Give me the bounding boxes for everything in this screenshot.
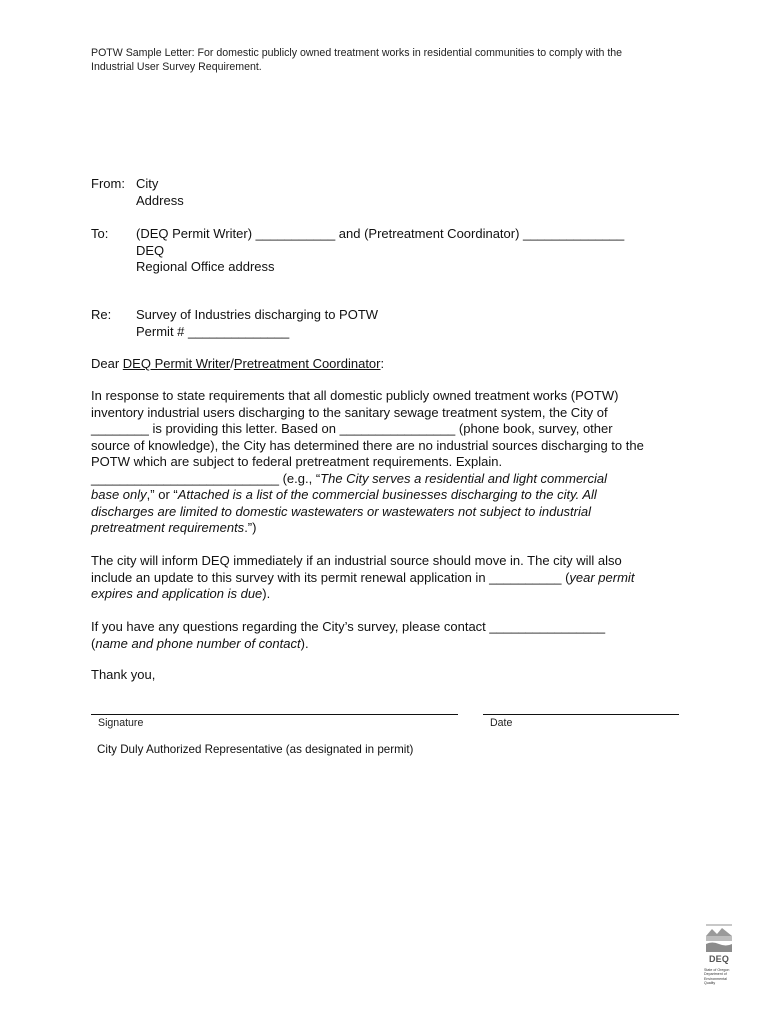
- logo-name: DEQ: [708, 954, 730, 964]
- logo-subtext-line: Environmental: [704, 976, 727, 981]
- closing-text: Thank you,: [91, 667, 156, 682]
- to-label: To:: [91, 226, 109, 241]
- logo-subtext-line: Quality: [704, 981, 716, 986]
- logo-subtext-line: Department of: [704, 972, 727, 977]
- re-permit: Permit # ______________: [136, 323, 290, 339]
- logo-subtext: [704, 968, 736, 986]
- para-line: [91, 570, 691, 587]
- date-line: [483, 714, 679, 715]
- para-text: ).: [262, 586, 271, 601]
- para-line: [91, 487, 691, 504]
- para-line: [91, 504, 691, 521]
- para-text: ,” or “: [146, 487, 178, 502]
- para-text: __________________________ (e.g., “: [91, 470, 321, 486]
- para-text: .”): [244, 520, 257, 535]
- header-note-line: POTW Sample Letter: For domestic publicly owned treatment works in residential communities to comply with the: [91, 47, 623, 59]
- salutation-prefix: Dear: [91, 356, 123, 371]
- para-line: ________ is providing this letter. Based on ________________ (phone book, survey, other: [91, 421, 613, 436]
- para-text: include an update to this survey with its permit renewal application in __________ (: [91, 569, 570, 585]
- paragraph-notification: [91, 553, 691, 603]
- from-label: From:: [91, 176, 125, 191]
- to-agency: DEQ: [136, 242, 165, 258]
- re-lines: [136, 307, 378, 340]
- para-line: inventory industrial users discharging to the sanitary sewage treatment system, the City of: [91, 404, 608, 420]
- header-note: [91, 46, 691, 74]
- example-text-italic: pretreatment requirements: [91, 520, 245, 535]
- instruction-italic: name and phone number of contact: [95, 635, 301, 651]
- para-line: [91, 471, 691, 488]
- date-label: Date: [490, 717, 513, 729]
- salutation-separator: /: [230, 356, 234, 371]
- example-text-italic: base only: [91, 487, 147, 502]
- para-line: If you have any questions regarding the City’s survey, please contact ________________: [91, 619, 606, 634]
- instruction-italic: expires and application is due: [91, 586, 263, 601]
- para-line: [91, 636, 691, 653]
- signature-line: [91, 714, 458, 715]
- to-recipients: (DEQ Permit Writer) ___________ and (Pretreatment Coordinator) ______________: [136, 226, 625, 241]
- example-text-italic: Attached is a list of the commercial businesses discharging to the city. All: [177, 487, 597, 502]
- para-text: (: [91, 635, 96, 651]
- para-line: [91, 586, 691, 603]
- re-label: Re:: [91, 307, 112, 322]
- para-line: source of knowledge), the City has determined there are no industrial sources discharging to the: [91, 437, 644, 453]
- salutation: [91, 356, 691, 373]
- re-subject: Survey of Industries discharging to POTW: [136, 307, 379, 322]
- representative-caption: City Duly Authorized Representative (as designated in permit): [97, 743, 414, 756]
- header-note-line: Industrial User Survey Requirement.: [91, 61, 262, 73]
- para-text: ).: [300, 635, 309, 651]
- from-city: City: [136, 176, 159, 191]
- paragraph-contact: [91, 619, 691, 652]
- example-text-italic: The City serves a residential and light commercial: [320, 470, 608, 486]
- deq-landscape-icon: [704, 922, 734, 954]
- signature-label: Signature: [98, 717, 144, 729]
- from-address: Address: [136, 192, 184, 208]
- logo-subtext-line: State of Oregon: [704, 968, 730, 972]
- to-address: Regional Office address: [136, 259, 275, 274]
- para-line: The city will inform DEQ immediately if an industrial source should move in. The city will also: [91, 553, 622, 568]
- salutation-recipient-coordinator: Pretreatment Coordinator: [233, 356, 381, 371]
- example-text-italic: discharges are limited to domestic wastewaters or wastewaters not subject to industrial: [91, 503, 591, 519]
- instruction-italic: year permit: [569, 569, 635, 585]
- paragraph-requirements: [91, 388, 691, 537]
- to-lines: [136, 226, 624, 276]
- deq-logo: [704, 922, 734, 992]
- para-line: In response to state requirements that all domestic publicly owned treatment works (POTW): [91, 388, 619, 403]
- para-line: POTW which are subject to federal pretreatment requirements. Explain.: [91, 454, 503, 469]
- from-lines: [136, 176, 184, 209]
- para-line: [91, 520, 691, 537]
- salutation-suffix: :: [380, 356, 385, 371]
- closing: [91, 667, 691, 684]
- salutation-recipient-permit-writer: DEQ Permit Writer: [122, 356, 231, 371]
